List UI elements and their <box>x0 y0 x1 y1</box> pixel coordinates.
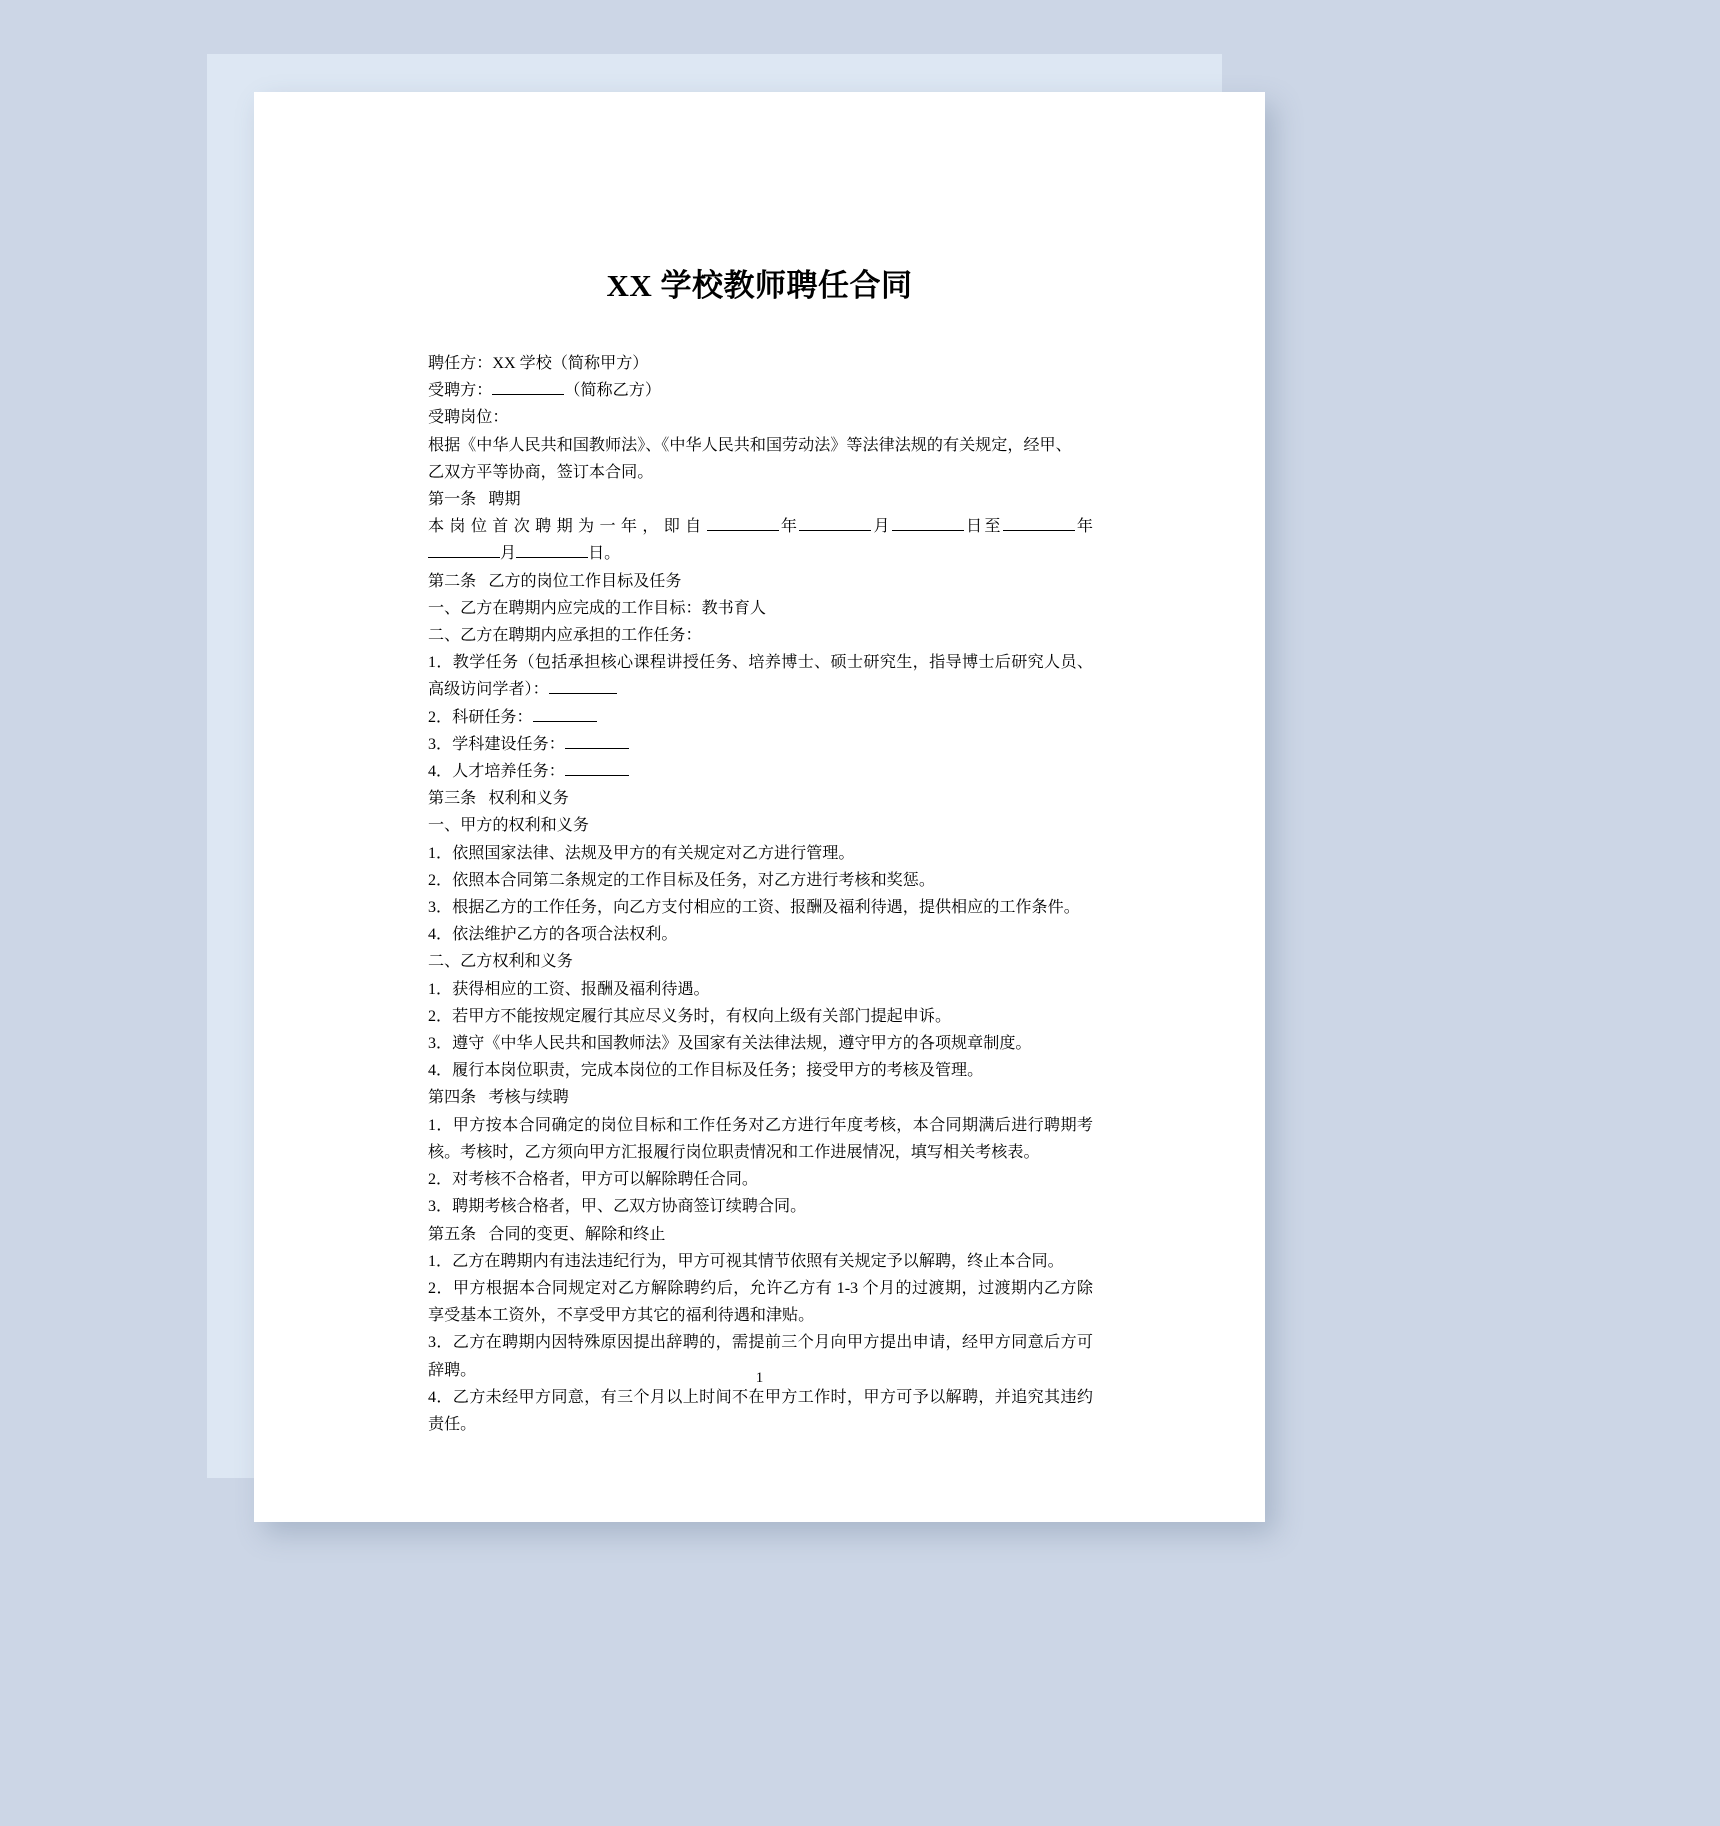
start-month-blank[interactable] <box>799 513 871 531</box>
article-3-item-7: 1．获得相应的工资、报酬及福利待遇。 <box>428 980 710 998</box>
article-3-item-3: 2．依照本合同第二条规定的工作目标及任务，对乙方进行考核和奖惩。 <box>428 871 935 889</box>
article-2-task-2-text: 2．科研任务： <box>428 708 533 726</box>
article-2-task-1 <box>428 649 1093 703</box>
page-title: XX 学校教师聘任合同 <box>606 268 913 303</box>
article-5-item-1: 1．乙方在聘期内有违法违纪行为，甲方可视其情节依照有关规定予以解聘，终止本合同。 <box>428 1252 1064 1270</box>
end-day-blank[interactable] <box>516 540 588 558</box>
term-year-1: 年 <box>778 518 800 536</box>
article-4-item-3: 3．聘期考核合格者，甲、乙双方协商签订续聘合同。 <box>428 1198 807 1216</box>
article-2-item-2: 二、乙方在聘期内应承担的工作任务： <box>428 627 702 645</box>
article-3-item-1: 一、甲方的权利和义务 <box>428 817 589 835</box>
article-5-title: 合同的变更、解除和终止 <box>488 1225 666 1243</box>
party-employer-line: 聘任方：XX 学校（简称甲方） <box>428 355 649 372</box>
document-page <box>254 92 1265 1522</box>
position-line: 受聘岗位： <box>428 409 509 427</box>
article-1-title: 聘期 <box>488 491 521 509</box>
discipline-task-blank[interactable] <box>565 731 629 749</box>
term-month-1: 月 <box>871 518 892 536</box>
article-5-number: 第五条 <box>428 1225 477 1243</box>
party-employee-line <box>428 377 1093 404</box>
article-2-task-4 <box>428 758 1093 785</box>
article-4-item-2: 2．对考核不合格者，甲方可以解除聘任合同。 <box>428 1171 758 1189</box>
article-2-title: 乙方的岗位工作目标及任务 <box>488 572 682 590</box>
party-employee-label: 受聘方： <box>428 382 493 400</box>
term-prefix: 本岗位首次聘期为一年，即自 <box>428 518 707 536</box>
article-3-item-4: 3．根据乙方的工作任务，向乙方支付相应的工资、报酬及福利待遇，提供相应的工作条件。 <box>428 899 1080 917</box>
article-1-number: 第一条 <box>428 491 477 509</box>
article-5-item-3: 3．乙方在聘期内因特殊原因提出辞聘的，需提前三个月向甲方提出申请，经甲方同意后方可辞聘。 <box>428 1334 1093 1379</box>
article-2-task-4-text: 4．人才培养任务： <box>428 763 565 781</box>
article-3-item-5: 4．依法维护乙方的各项合法权利。 <box>428 926 678 944</box>
article-5-heading <box>428 1221 1093 1248</box>
article-2-heading <box>428 568 1093 595</box>
article-2-task-2 <box>428 704 1093 731</box>
article-3-item-10: 4．履行本岗位职责，完成本岗位的工作目标及任务；接受甲方的考核及管理。 <box>428 1062 984 1080</box>
end-year-blank[interactable] <box>1003 513 1075 531</box>
preamble-line-2: 乙双方平等协商，签订本合同。 <box>428 463 654 481</box>
article-5-item-2: 2．甲方根据本合同规定对乙方解除聘约后，允许乙方有 1-3 个月的过渡期，过渡期内乙方除享受基本工资外，不享受甲方其它的福利待遇和津贴。 <box>428 1279 1093 1325</box>
article-2-item-1: 一、乙方在聘期内应完成的工作目标：教书育人 <box>428 599 766 617</box>
article-1-heading <box>428 486 1093 513</box>
term-month-2: 月 <box>500 545 517 563</box>
party-employee-suffix: （简称乙方） <box>564 382 661 400</box>
article-3-item-8: 2．若甲方不能按规定履行其应尽义务时，有权向上级有关部门提起申诉。 <box>428 1007 952 1025</box>
article-3-number: 第三条 <box>428 790 477 808</box>
end-month-blank[interactable] <box>428 540 500 558</box>
article-2-task-1-text: 1．教学任务（包括承担核心课程讲授任务、培养博士、硕士研究生，指导博士后研究人员、高级访问学者）： <box>428 654 1093 699</box>
term-day-1: 日至 <box>963 518 1003 536</box>
term-year-2: 年 <box>1074 518 1094 536</box>
article-3-heading <box>428 785 1093 812</box>
talent-task-blank[interactable] <box>565 758 629 776</box>
page-content <box>254 92 1265 1522</box>
article-3-title: 权利和义务 <box>488 790 569 808</box>
research-task-blank[interactable] <box>533 704 597 722</box>
article-2-task-3-text: 3．学科建设任务： <box>428 735 565 753</box>
employee-name-blank[interactable] <box>492 377 564 395</box>
start-day-blank[interactable] <box>892 513 964 531</box>
article-2-task-3 <box>428 731 1093 758</box>
term-day-2: 日。 <box>588 545 621 563</box>
article-4-heading <box>428 1084 1093 1111</box>
article-4-title: 考核与续聘 <box>488 1089 569 1107</box>
article-3-item-2: 1．依照国家法律、法规及甲方的有关规定对乙方进行管理。 <box>428 844 855 862</box>
teaching-task-blank[interactable] <box>549 676 617 694</box>
article-4-item-1: 1．甲方按本合同确定的岗位目标和工作任务对乙方进行年度考核，本合同期满后进行聘期考核。考核时，乙方须向甲方汇报履行岗位职责情况和工作进展情况，填写相关考核表。 <box>428 1116 1093 1161</box>
start-year-blank[interactable] <box>707 513 779 531</box>
article-2-number: 第二条 <box>428 572 477 590</box>
article-3-item-6: 二、乙方权利和义务 <box>428 953 573 971</box>
document-body <box>428 350 1093 1438</box>
article-1-term-line <box>428 513 1093 567</box>
article-3-item-9: 3．遵守《中华人民共和国教师法》及国家有关法律法规，遵守甲方的各项规章制度。 <box>428 1035 1032 1053</box>
page-number: 1 <box>755 1370 764 1386</box>
preamble-line-1: 根据《中华人民共和国教师法》、《中华人民共和国劳动法》等法律法规的有关规定，经甲、 <box>428 436 1072 454</box>
article-4-number: 第四条 <box>428 1089 477 1107</box>
article-5-item-4: 4．乙方未经甲方同意，有三个月以上时间不在甲方工作时，甲方可予以解聘，并追究其违约责任。 <box>428 1388 1093 1433</box>
